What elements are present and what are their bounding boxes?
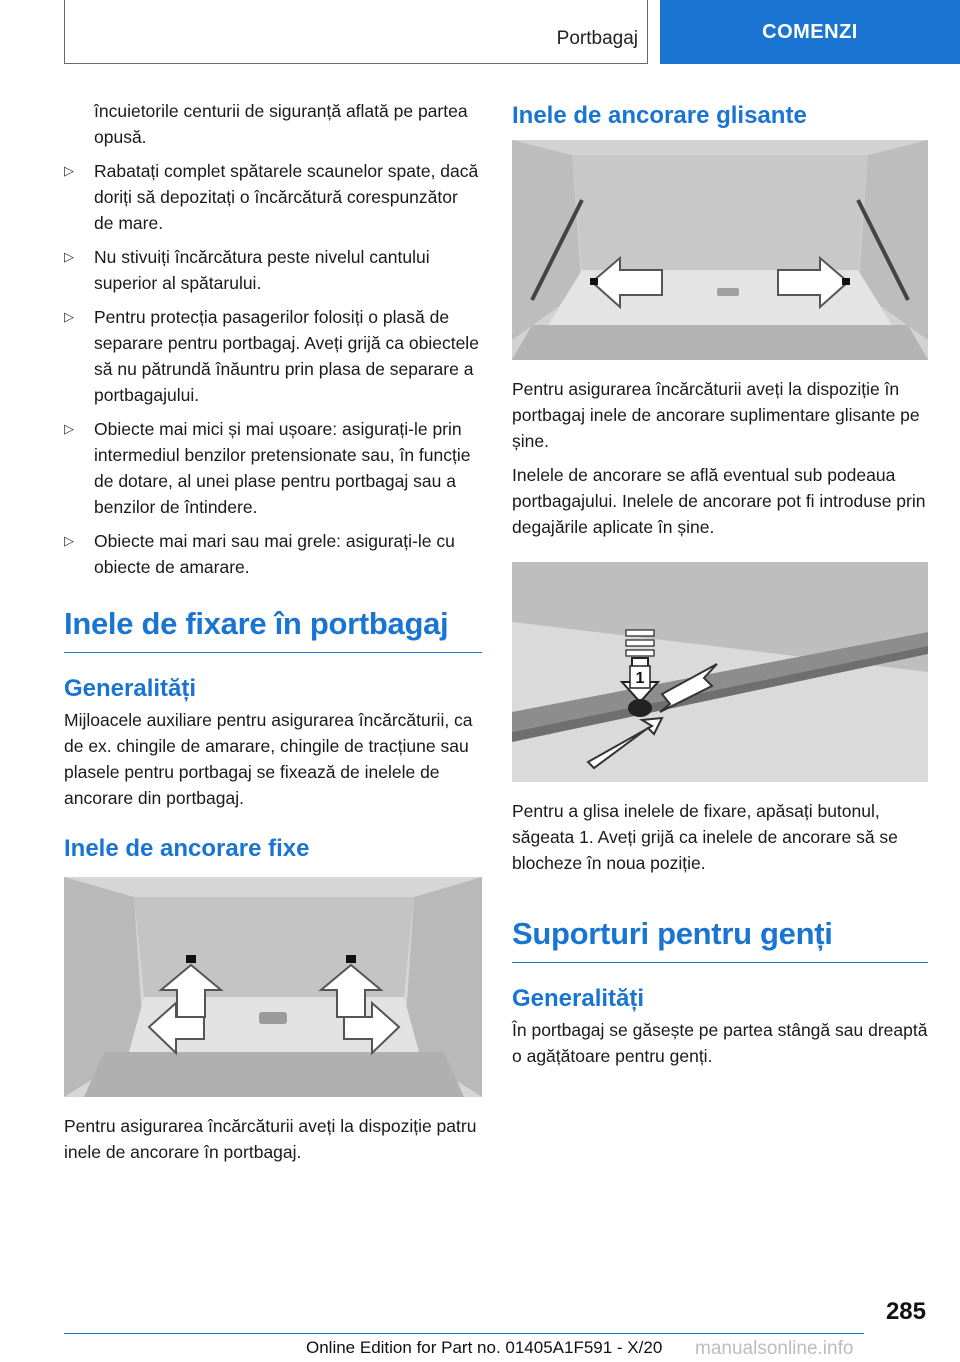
bullet-item <box>64 158 482 236</box>
chapter-tab[interactable] <box>660 0 960 64</box>
bullet-text: Pentru protecția pasagerilor folosiți o plasă de separare pentru portbagaj. Aveți grijă ca obiectele să nu pătrundă înăuntru prin plasa de separare a portbagajului. <box>94 307 479 405</box>
trunk-fixed-rings-illustration <box>64 877 482 1097</box>
section-name: Portbagaj <box>556 28 638 49</box>
section-title: Inele de fixare în portbagaj <box>64 606 482 653</box>
bag-hooks-text: În portbagaj se găsește pe partea stângă sau dreaptă o agățătoare pentru genți. <box>512 1020 928 1066</box>
rail-slider-illustration <box>512 562 928 782</box>
bag-general-heading: Generalități <box>512 985 645 1012</box>
general-text: Mijloacele auxiliare pentru asigurarea încărcăturii, ca de ex. chingile de amarare, chingile de tracțiune sau plasele pentru portbagaj se fixează de inelele de ancorare din portbagaj. <box>64 710 473 808</box>
chapter-tab-label: COMENZI <box>762 20 858 43</box>
fixed-rings-caption: Pentru asigurarea încărcăturii aveți la dispoziție patru inele de ancorare în portbagaj. <box>64 1116 477 1162</box>
triangle-bullet-icon: ▷ <box>64 163 74 178</box>
sliding-rings-heading: Inele de ancorare glisante <box>512 102 807 129</box>
triangle-bullet-icon: ▷ <box>64 533 74 548</box>
triangle-bullet-icon: ▷ <box>64 421 74 436</box>
page-number: 285 <box>885 1298 926 1325</box>
sliding-text-1: Pentru asigurarea încărcăturii aveți la dispoziție în portbagaj inele de ancorare suplimentare glisante pe șine. <box>512 379 920 451</box>
bullet-text: Obiecte mai mici și mai ușoare: asigurați-le prin intermediul benzilor pretensionate sau, în funcție de dotare, al unei plase pentru portbagaj sau a benzilor de întindere. <box>94 419 471 517</box>
triangle-bullet-icon: ▷ <box>64 309 74 324</box>
sliding-text-2: Inelele de ancorare se află eventual sub podeaua portbagajului. Inelele de ancorare pot fi introduse prin degajările aplicate în șine. <box>512 465 926 537</box>
bullet-item <box>64 528 482 580</box>
intro-continuation: încuietorile centurii de siguranță aflată pe partea opusă. <box>94 101 468 147</box>
left-column <box>64 98 482 1173</box>
right-column <box>512 98 928 1077</box>
footer-divider <box>64 1333 864 1334</box>
bullet-text: Rabatați complet spătarele scaunelor spate, dacă doriți să depozitați o încărcătură corespunzător de mare. <box>94 161 479 233</box>
slider-caption: Pentru a glisa inelele de fixare, apăsați butonul, săgeata 1. Aveți grijă ca inelele de ancorare să se blocheze în noua poziție. <box>512 801 898 873</box>
general-heading: Generalități <box>64 675 197 702</box>
watermark: manualsonline.info <box>695 1338 854 1359</box>
trunk-sliding-rings-illustration <box>512 140 928 360</box>
bag-hooks-section-title: Suporturi pentru genți <box>512 916 928 963</box>
slider-callout-number: 1 <box>635 670 645 687</box>
edition-note: Online Edition for Part no. 01405A1F591 - X/20 <box>306 1338 663 1357</box>
bullet-item <box>64 416 482 520</box>
triangle-bullet-icon: ▷ <box>64 249 74 264</box>
bullet-text: Nu stivuiți încărcătura peste nivelul cantului superior al spătarului. <box>94 247 430 293</box>
bullet-item <box>64 244 482 296</box>
bullet-text: Obiecte mai mari sau mai grele: asigurați-le cu obiecte de amarare. <box>94 531 455 577</box>
bullet-item <box>64 304 482 408</box>
fixed-rings-heading: Inele de ancorare fixe <box>64 835 310 862</box>
